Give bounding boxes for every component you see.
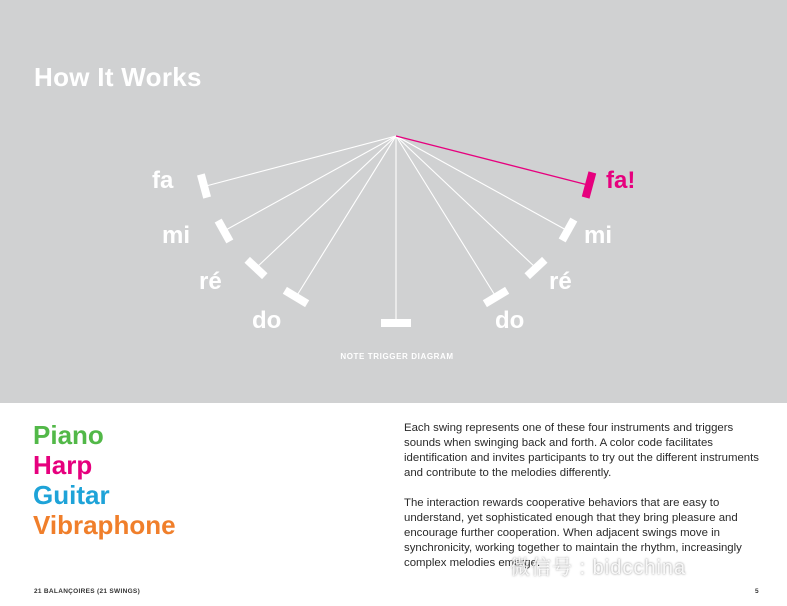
footer-title: 21 BALANÇOIRES (21 SWINGS): [34, 588, 141, 595]
swing-seat-right-do: [483, 287, 509, 307]
note-label-right-mi: mi: [584, 222, 613, 249]
instrument-vibraphone: Vibraphone: [33, 510, 176, 540]
swing-seat-left-mi: [215, 219, 234, 244]
paragraph-2: The interaction rewards cooperative behaviors that are easy to understand, yet sophisticated enough that they bring pleasure and encourage further cooperation. When adjacent swings move in synchronicity, working together to maintain the rhythm, increasingly complex melodies emerge.: [404, 497, 742, 569]
instrument-harp: Harp: [33, 450, 93, 480]
swing-seat-right-fa-active: [582, 171, 596, 198]
note-label-left-do: do: [252, 307, 282, 334]
note-label-left-mi: mi: [162, 222, 191, 249]
page-number: 5: [755, 588, 759, 595]
instrument-piano: Piano: [33, 420, 104, 450]
swing-seat-center: [381, 319, 411, 327]
pendulum-line-left-fa: [206, 136, 396, 186]
watermark: 微信号 : bidcchina: [510, 557, 687, 579]
note-label-right-re: ré: [549, 268, 572, 295]
instrument-list: [33, 420, 176, 540]
swing-seat-left-do: [283, 287, 309, 307]
pendulum-line-right-fa-active: [396, 136, 588, 185]
diagram-caption: NOTE TRIGGER DIAGRAM: [340, 352, 454, 361]
note-label-right-fa-active: fa!: [606, 167, 636, 194]
section-title: How It Works: [34, 62, 202, 92]
instrument-guitar: Guitar: [33, 480, 110, 510]
swing-seat-left-fa: [197, 173, 211, 198]
note-label-left-fa: fa: [152, 167, 174, 194]
note-label-left-re: ré: [199, 268, 222, 295]
paragraph-1: Each swing represents one of these four instruments and triggers sounds when swinging back and forth. A color code facilitates identification and invites participants to try out the different instruments and contribute to the melodies differently.: [404, 422, 759, 479]
swing-seat-right-mi: [559, 218, 578, 243]
note-label-right-do: do: [495, 307, 525, 334]
